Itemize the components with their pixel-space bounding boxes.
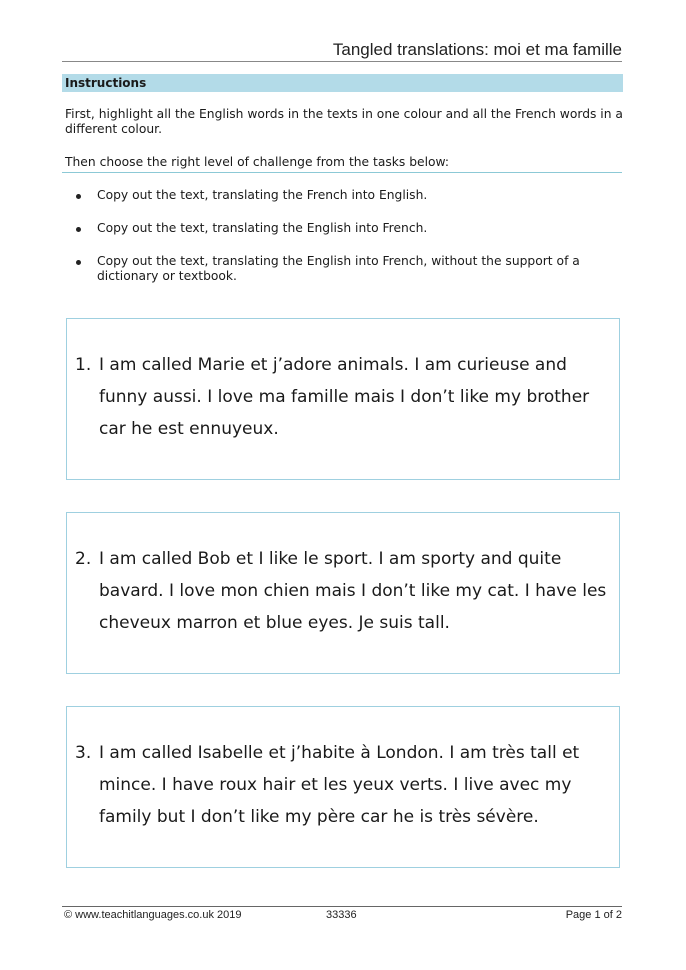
- footer-copyright: © www.teachitlanguages.co.uk 2019: [64, 909, 242, 921]
- footer-divider: [62, 906, 622, 907]
- text-box-3: [66, 706, 620, 868]
- task-item: [65, 254, 605, 284]
- bullet-icon: [76, 227, 81, 232]
- task-list: [65, 188, 605, 302]
- bullet-icon: [76, 260, 81, 265]
- instructions-divider: [62, 172, 622, 173]
- text-body: I am called Marie et j’adore animals. I am curieuse and funny aussi. I love ma famille mais I don’t like my brother car he est ennuyeux.: [99, 355, 590, 439]
- task-item: [65, 221, 605, 236]
- text-box-1: [66, 318, 620, 480]
- instruction-paragraph-1: First, highlight all the English words in the texts in one colour and all the French words in a different colour.: [65, 107, 623, 136]
- text-number: 1.: [75, 355, 92, 375]
- bullet-icon: [76, 194, 81, 199]
- task-item: [65, 188, 605, 203]
- header-divider: [62, 61, 622, 62]
- task-text: Copy out the text, translating the English into French.: [97, 221, 428, 235]
- task-text: Copy out the text, translating the French into English.: [97, 188, 428, 202]
- text-body: I am called Bob et I like le sport. I am sporty and quite bavard. I love mon chien mais I don’t like my cat. I have les cheveux marron et blue eyes. Je suis tall.: [99, 549, 607, 633]
- footer-page-number: Page 1 of 2: [565, 909, 622, 921]
- task-text: Copy out the text, translating the English into French, without the support of a dictionary or textbook.: [97, 254, 580, 283]
- page-title: Tangled translations: moi et ma famille: [332, 40, 622, 59]
- footer-code: 33336: [326, 909, 357, 921]
- text-number: 3.: [75, 743, 92, 763]
- text-box-2: [66, 512, 620, 674]
- instruction-paragraph-2: Then choose the right level of challenge from the tasks below:: [65, 155, 450, 169]
- text-body: I am called Isabelle et j’habite à London. I am très tall et mince. I have roux hair et les yeux verts. I live avec my family but I don’t like my père car he is très sévère.: [99, 743, 580, 827]
- text-number: 2.: [75, 549, 92, 569]
- instructions-heading: Instructions: [62, 74, 623, 92]
